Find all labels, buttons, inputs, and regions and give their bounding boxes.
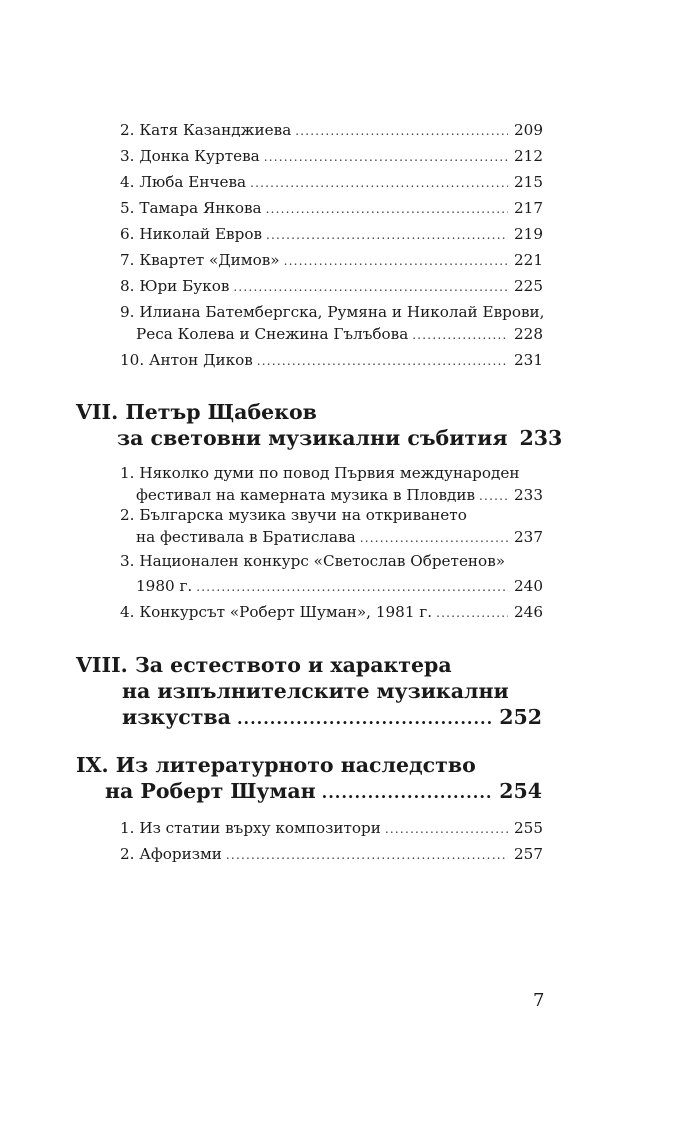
toc-entry (120, 844, 543, 865)
dot-leader (226, 845, 508, 865)
toc-entry-label: 1. Из статии върху композитори (120, 819, 381, 837)
toc-entry-page: 246 (514, 603, 543, 621)
toc-entry (120, 602, 543, 623)
section-page: 254 (499, 779, 542, 803)
toc-entry (120, 818, 543, 839)
toc-entry-label: на фестивала в Братислава (136, 528, 356, 546)
toc-entry-page: 221 (514, 251, 543, 269)
toc-entry-page: 231 (514, 351, 543, 369)
section-page: 233 (519, 426, 563, 450)
section-heading-label: за световни музикални събития (117, 426, 508, 450)
toc-entry (136, 576, 543, 597)
toc-entry (136, 485, 543, 506)
dot-leader (266, 225, 508, 245)
toc-entry-label: 4. Конкурсът «Роберт Шуман», 1981 г. (120, 603, 433, 621)
toc-entry-label: 4. Люба Енчева (120, 173, 247, 191)
dot-leader (233, 277, 508, 297)
dot-leader (436, 603, 508, 623)
dot-leader (237, 706, 493, 732)
dot-leader (322, 780, 494, 806)
toc-entry-label: 1980 г. (136, 577, 193, 595)
toc-entry-page: 215 (514, 173, 543, 191)
section-heading-line (122, 704, 542, 732)
toc-entry-page: 212 (514, 147, 543, 165)
dot-leader (266, 199, 508, 219)
dot-leader (295, 121, 508, 141)
toc-entry (120, 172, 543, 193)
toc-entry-label: Реса Колева и Снежина Гълъбова (136, 325, 409, 343)
toc-entry (120, 350, 543, 371)
section-heading-label: изкуства (122, 705, 231, 729)
dot-leader (360, 528, 508, 548)
toc-entry (120, 250, 543, 271)
dot-leader (284, 251, 508, 271)
toc-entry-first-line: 2. Българска музика звучи на откриването (120, 506, 467, 524)
toc-entry-page: 225 (514, 277, 543, 295)
section-heading-label: на Роберт Шуман (105, 779, 316, 803)
toc-entry-label: фестивал на камерната музика в Пловдив (136, 486, 476, 504)
toc-entry (136, 527, 543, 548)
toc-entry (120, 224, 543, 245)
toc-entry-page: 237 (514, 528, 543, 546)
dot-leader (257, 351, 508, 371)
dot-leader (196, 577, 508, 597)
toc-entry-page: 255 (514, 819, 543, 837)
toc-entry-page: 217 (514, 199, 543, 217)
toc-entry-page: 240 (514, 577, 543, 595)
dot-leader (264, 147, 508, 167)
toc-entry-label: 10. Антон Диков (120, 351, 253, 369)
section-heading-line: на изпълнителските музикални (122, 679, 509, 703)
section-heading: VIII. За естеството и характера (76, 653, 452, 677)
toc-entry-label: 8. Юри Буков (120, 277, 230, 295)
toc-entry-label: 6. Николай Евров (120, 225, 263, 243)
toc-entry-first-line: 3. Национален конкурс «Светослав Обретенов» (120, 552, 506, 570)
toc-entry (120, 198, 543, 219)
dot-leader (479, 486, 508, 506)
dot-leader (412, 325, 508, 345)
toc-entry-label: 7. Квартет «Димов» (120, 251, 280, 269)
section-page: 252 (499, 705, 542, 729)
toc-entry-label: 2. Катя Казанджиева (120, 121, 292, 139)
section-heading: IX. Из литературното наследство (76, 753, 476, 777)
toc-entry (120, 276, 543, 297)
dot-leader (250, 173, 508, 193)
toc-entry-label: 5. Тамара Янкова (120, 199, 262, 217)
page-number: 7 (533, 990, 545, 1011)
toc-entry-page: 219 (514, 225, 543, 243)
toc-entry (120, 120, 543, 141)
toc-entry-page: 228 (514, 325, 543, 343)
toc-entry-label: 2. Афоризми (120, 845, 222, 863)
section-heading-line (105, 778, 542, 806)
toc-entry-page: 209 (514, 121, 543, 139)
toc-entry (120, 146, 543, 167)
toc-entry-page: 233 (514, 486, 543, 504)
dot-leader (385, 819, 508, 839)
toc-entry-first-line: 1. Няколко думи по повод Първия международен (120, 464, 520, 482)
section-heading: VII. Петър Щабеков (76, 400, 317, 424)
toc-entry (136, 324, 543, 345)
section-heading-line (117, 425, 563, 453)
toc-entry-label: 3. Донка Куртева (120, 147, 260, 165)
toc-entry-first-line: 9. Илиана Батембергска, Румяна и Николай Еврови, (120, 303, 545, 321)
toc-entry-page: 257 (514, 845, 543, 863)
